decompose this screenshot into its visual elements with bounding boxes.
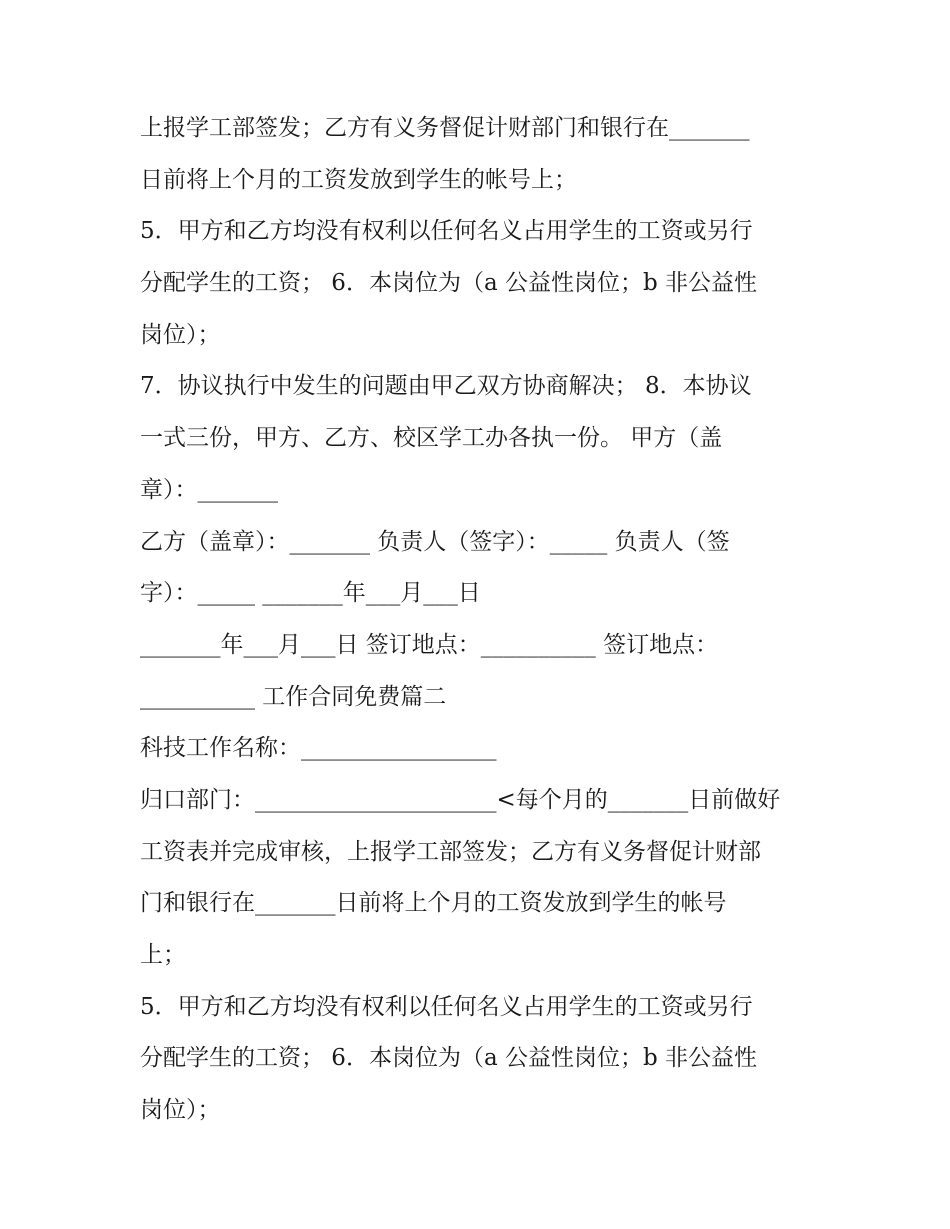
text-line: 门和银行在_______日前将上个月的工资发放到学生的帐号 [140,890,727,917]
text-line: 5．甲方和乙方均没有权利以任何名义占用学生的工资或另行 [140,218,753,245]
text-line: 乙方（盖章）：_______ 负责人（签字）：_____ 负责人（签 [140,528,730,555]
text-line: 字）：_____ _______年___月___日 [140,580,481,607]
text-line: 5．甲方和乙方均没有权利以任何名义占用学生的工资或另行 [140,993,753,1020]
document-body [140,103,820,1137]
text-line: 一式三份，甲方、乙方、校区学工办各执一份。 甲方（盖 [140,425,723,452]
text-line: 归口部门：_____________________<每个月的_______日前做好 [140,786,781,813]
text-line: 章）：_______ [140,476,278,503]
text-line: 岗位）； [140,1097,221,1124]
text-line: 日前将上个月的工资发放到学生的帐号上； [140,166,577,193]
text-line: 工资表并完成审核，上报学工部签发；乙方有义务督促计财部 [140,838,761,865]
text-line: 上报学工部签发；乙方有义务督促计财部门和银行在_______ [140,115,750,141]
text-line: 上； [140,942,186,968]
text-line: 分配学生的工资； 6．本岗位为（a 公益性岗位；b 非公益性 [140,270,758,297]
section-title-line: __________ 工作合同免费篇二 [140,683,447,710]
text-line: 岗位）； [140,321,221,348]
text-line: 科技工作名称：_________________ [140,735,497,762]
text-line: _______年___月___日 签订地点：__________ 签订地点： [140,631,719,658]
text-line: 分配学生的工资； 6．本岗位为（a 公益性岗位；b 非公益性 [140,1045,758,1072]
text-line: 7．协议执行中发生的问题由甲乙双方协商解决； 8．本协议 [140,373,752,400]
